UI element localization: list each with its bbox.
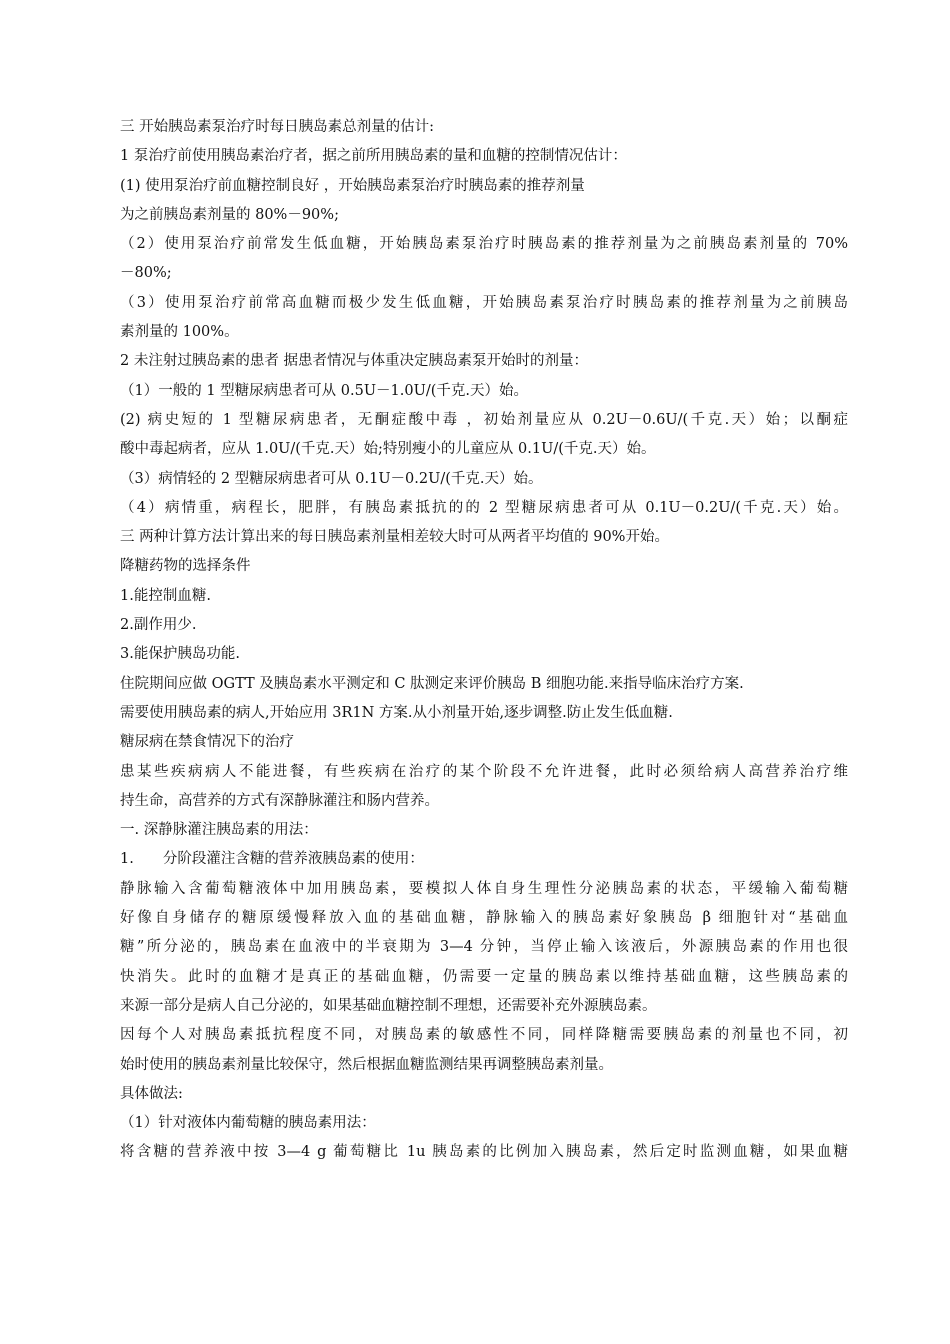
text-line: (2) 病史短的 1 型糖尿病患者，无酮症酸中毒 ，初始剂量应从 0.2U－0.6U/(千克.天）始；以酮症	[120, 411, 848, 428]
text-line: 一. 深静脉灌注胰岛素的用法：	[120, 822, 318, 839]
text-line: 糖尿病在禁食情况下的治疗	[120, 734, 294, 751]
text-line: 3.能保护胰岛功能.	[120, 646, 240, 663]
text-line: （1）一般的 1 型糖尿病患者可从 0.5U－1.0U/(千克.天）始。	[120, 382, 528, 399]
text-line: (1) 使用泵治疗前血糖控制良好 ，开始胰岛素泵治疗时胰岛素的推荐剂量	[120, 177, 585, 194]
text-line: 好像自身储存的糖原缓慢释放入血的基础血糖，静脉输入的胰岛素好象胰岛 β 细胞针对“基础血	[120, 910, 848, 927]
text-line: 2.副作用少.	[120, 617, 197, 634]
text-line: 1. 分阶段灌注含糖的营养液胰岛素的使用：	[120, 851, 424, 868]
text-line: 因每个人对胰岛素抵抗程度不同，对胰岛素的敏感性不同，同样降糖需要胰岛素的剂量也不同，初	[120, 1027, 848, 1044]
text-line: 持生命，高营养的方式有深静脉灌注和肠内营养。	[120, 792, 439, 809]
text-line: 来源一部分是病人自己分泌的，如果基础血糖控制不理想，还需要补充外源胰岛素。	[120, 997, 657, 1014]
text-line: （3）病情轻的 2 型糖尿病患者可从 0.1U－0.2U/(千克.天）始。	[120, 470, 543, 487]
text-line: 酸中毒起病者，应从 1.0U/(千克.天）始;特别瘦小的儿童应从 0.1U/(千克.天）始。	[120, 441, 656, 458]
text-line: （2）使用泵治疗前常发生低血糖，开始胰岛素泵治疗时胰岛素的推荐剂量为之前胰岛素剂量的 70%	[120, 236, 848, 253]
text-line: －80%;	[120, 265, 172, 282]
text-line: 患某些疾病病人不能进餐，有些疾病在治疗的某个阶段不允许进餐，此时必须给病人高营养治疗维	[120, 763, 848, 780]
text-line: 需要使用胰岛素的病人,开始应用 3R1N 方案.从小剂量开始,逐步调整.防止发生低血糖.	[120, 704, 673, 721]
document-page	[120, 113, 848, 1168]
text-line: （1）针对液体内葡萄糖的胰岛素用法：	[120, 1115, 376, 1132]
text-line: 静脉输入含葡萄糖液体中加用胰岛素，要模拟人体自身生理性分泌胰岛素的状态，平缓输入葡萄糖	[120, 880, 848, 897]
text-line: 具体做法:	[120, 1085, 183, 1102]
text-line: （3）使用泵治疗前常高血糖而极少发生低血糖，开始胰岛素泵治疗时胰岛素的推荐剂量为之前胰岛	[120, 294, 848, 311]
text-line: （4）病情重，病程长，肥胖，有胰岛素抵抗的的 2 型糖尿病患者可从 0.1U－0.2U/(千克.天）始。	[120, 499, 848, 516]
text-line: 降糖药物的选择条件	[120, 558, 251, 575]
text-line: 2 未注射过胰岛素的患者 据患者情况与体重决定胰岛素泵开始时的剂量：	[120, 353, 588, 370]
text-line: 三 两种计算方法计算出来的每日胰岛素剂量相差较大时可从两者平均值的 90%开始。	[120, 529, 669, 546]
text-line: 糖”所分泌的，胰岛素在血液中的半衰期为 3—4 分钟，当停止输入该液后，外源胰岛素的作用也很	[120, 939, 848, 956]
text-line: 1.能控制血糖.	[120, 587, 211, 604]
text-line: 三 开始胰岛素泵治疗时每日胰岛素总剂量的估计:	[120, 119, 434, 135]
text-line: 住院期间应做 OGTT 及胰岛素水平测定和 C 肽测定来评价胰岛 B 细胞功能.来指导临床治疗方案.	[120, 675, 744, 692]
text-line: 将含糖的营养液中按 3—4 g 葡萄糖比 1u 胰岛素的比例加入胰岛素，然后定时监测血糖，如果血糖	[120, 1144, 848, 1161]
text-line: 为之前胰岛素剂量的 80%－90%;	[120, 206, 339, 223]
text-line: 1 泵治疗前使用胰岛素治疗者，据之前所用胰岛素的量和血糖的控制情况估计：	[120, 148, 627, 165]
text-line: 始时使用的胰岛素剂量比较保守，然后根据血糖监测结果再调整胰岛素剂量。	[120, 1056, 613, 1073]
text-line: 快消失。此时的血糖才是真正的基础血糖，仍需要一定量的胰岛素以维持基础血糖，这些胰岛素的	[120, 968, 848, 985]
text-line: 素剂量的 100%。	[120, 324, 239, 341]
